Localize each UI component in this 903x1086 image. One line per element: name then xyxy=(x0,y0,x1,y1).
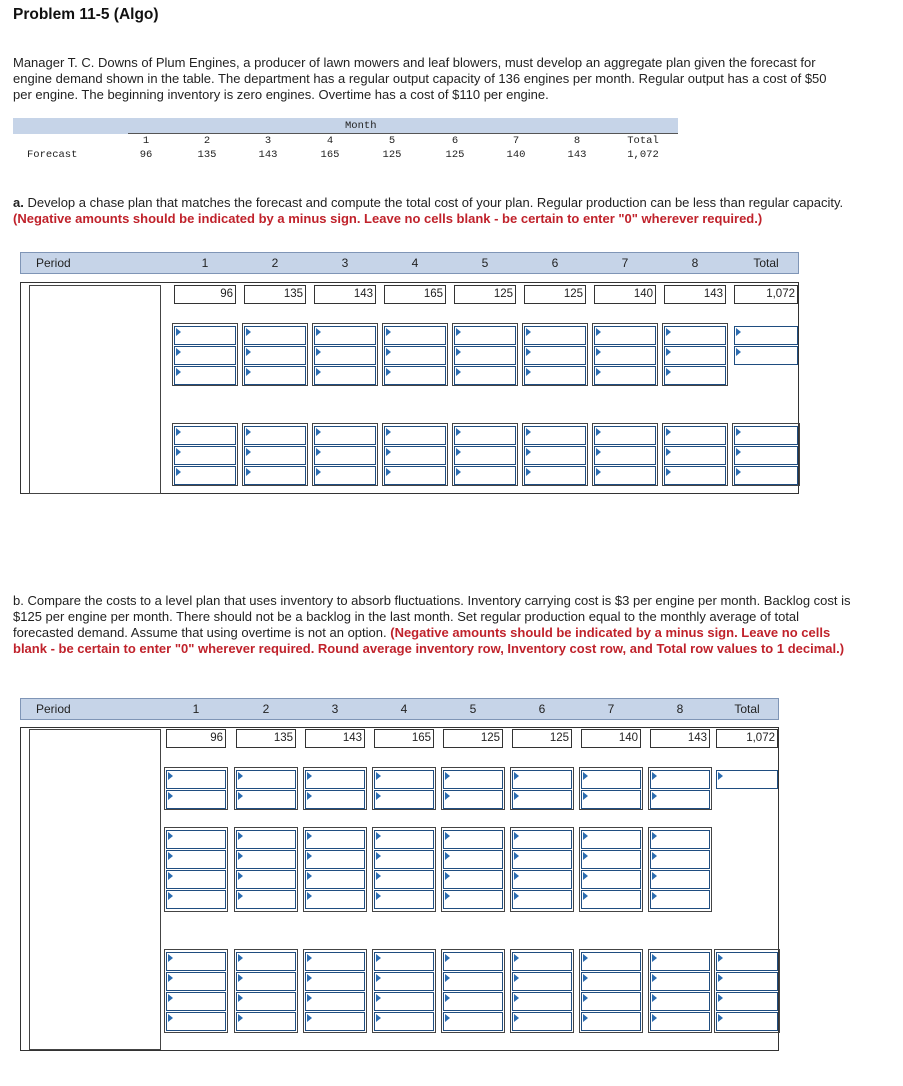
forecast-column-header: 2 xyxy=(203,135,211,147)
input-group-frame xyxy=(242,423,308,486)
input-group-frame xyxy=(714,949,780,1033)
forecast-column-header: 5 xyxy=(388,135,396,147)
part-a-instruction: (Negative amounts should be indicated by a minus sign. Leave no cells blank - be certain to enter "0" wherever required.) xyxy=(13,211,763,226)
input-group-frame xyxy=(372,827,436,912)
period-header: 3 xyxy=(331,702,339,716)
period-header: 4 xyxy=(411,256,419,270)
forecast-cell: 135 xyxy=(244,285,306,304)
forecast-cell: 140 xyxy=(581,729,641,748)
row-label-box xyxy=(29,729,161,1050)
period-header: 3 xyxy=(341,256,349,270)
forecast-value: 1,072 xyxy=(627,149,659,161)
input-group-frame xyxy=(234,827,298,912)
forecast-cell: 125 xyxy=(524,285,586,304)
input-group-frame xyxy=(662,423,728,486)
input-group-frame xyxy=(579,827,643,912)
forecast-column-header: 1 xyxy=(142,135,150,147)
part-b-body: b. Compare the costs to a level plan that uses inventory to absorb fluctuations. Inventory carrying cost is $3 per engine per month. Backlog cost is $125 per engine per month. There should not be a backlog in the last month. Set regular production equal to the monthly average of total forecasted demand. Assume that using overtime is not an option. xyxy=(13,593,851,640)
period-header: 4 xyxy=(400,702,408,716)
period-header: 2 xyxy=(271,256,279,270)
forecast-column-header: Total xyxy=(627,135,659,147)
period-header: 7 xyxy=(621,256,629,270)
input-group-frame xyxy=(164,827,228,912)
period-header: 5 xyxy=(481,256,489,270)
input-group-frame xyxy=(172,323,238,386)
input-group-frame xyxy=(172,423,238,486)
input-group-frame xyxy=(441,949,505,1033)
forecast-value: 165 xyxy=(320,149,340,161)
input-group-frame xyxy=(382,423,448,486)
forecast-cell: 125 xyxy=(454,285,516,304)
input-group-frame xyxy=(441,767,505,810)
period-header: 1 xyxy=(192,702,200,716)
period-header: 8 xyxy=(691,256,699,270)
part-a-body: Develop a chase plan that matches the forecast and compute the total cost of your plan. Regular production can be less than regular capacity. xyxy=(23,195,844,210)
input-group-frame xyxy=(441,827,505,912)
forecast-cell: 143 xyxy=(305,729,365,748)
input-group-frame xyxy=(510,949,574,1033)
forecast-cell: 140 xyxy=(594,285,656,304)
forecast-month-label: Month xyxy=(345,120,377,132)
forecast-column-header: 6 xyxy=(451,135,459,147)
input-group-frame xyxy=(372,767,436,810)
period-header-label: Period xyxy=(36,256,71,270)
forecast-table-divider xyxy=(128,133,678,134)
forecast-value: 125 xyxy=(445,149,465,161)
level-regular-output-total-input[interactable] xyxy=(716,770,778,789)
input-group-frame xyxy=(522,323,588,386)
forecast-total-value: 1,072 xyxy=(716,729,778,748)
input-group-frame xyxy=(234,949,298,1033)
forecast-cell: 96 xyxy=(166,729,226,748)
forecast-cell: 143 xyxy=(314,285,376,304)
input-group-frame xyxy=(303,827,367,912)
input-group-frame xyxy=(372,949,436,1033)
input-group-frame xyxy=(312,423,378,486)
input-group-frame xyxy=(648,827,712,912)
forecast-cell: 143 xyxy=(650,729,710,748)
forecast-value: 140 xyxy=(506,149,526,161)
input-group-frame xyxy=(579,767,643,810)
forecast-cell: 96 xyxy=(174,285,236,304)
input-group-frame xyxy=(234,767,298,810)
total-header: Total xyxy=(734,702,760,716)
input-group-frame xyxy=(592,323,658,386)
part-b-text xyxy=(13,593,863,657)
forecast-column-header: 4 xyxy=(326,135,334,147)
forecast-value: 96 xyxy=(139,149,153,161)
input-group-frame xyxy=(510,827,574,912)
forecast-cell: 135 xyxy=(236,729,296,748)
forecast-column-header: 7 xyxy=(512,135,520,147)
forecast-total-value: 1,072 xyxy=(734,285,798,304)
period-header: 7 xyxy=(607,702,615,716)
input-group-frame xyxy=(452,423,518,486)
forecast-value: 135 xyxy=(197,149,217,161)
input-group-frame xyxy=(662,323,728,386)
forecast-row-label: Forecast xyxy=(27,149,78,161)
input-group-frame xyxy=(164,949,228,1033)
forecast-cell: 125 xyxy=(512,729,572,748)
forecast-column-header: 8 xyxy=(573,135,581,147)
period-header: 1 xyxy=(201,256,209,270)
chase-regular-output-total-input[interactable] xyxy=(734,326,798,345)
part-b-instruction: (Negative amounts should be indicated by a minus sign. Leave no cells blank - be certain to enter "0" wherever required. Round average inventory row, Inventory cost row, and Total row values to 1 decimal.) xyxy=(13,625,845,656)
input-group-frame xyxy=(242,323,308,386)
problem-title: Problem 11-5 (Algo) xyxy=(13,6,159,23)
period-header: 2 xyxy=(262,702,270,716)
input-group-frame xyxy=(592,423,658,486)
forecast-cell: 125 xyxy=(443,729,503,748)
input-group-frame xyxy=(164,767,228,810)
input-group-frame xyxy=(312,323,378,386)
forecast-column-header: 3 xyxy=(264,135,272,147)
forecast-cell: 165 xyxy=(384,285,446,304)
input-group-frame xyxy=(648,949,712,1033)
input-group-frame xyxy=(510,767,574,810)
input-group-frame xyxy=(522,423,588,486)
period-header: 5 xyxy=(469,702,477,716)
problem-intro: Manager T. C. Downs of Plum Engines, a producer of lawn mowers and leaf blowers, must develop an aggregate plan given the forecast for engine demand shown in the table. The department has a regular output capacity of 136 engines per month. Regular output has a cost of $50 per engine. The beginning inventory is zero engines. Overtime has a cost of $110 per engine. xyxy=(13,55,827,102)
input-group-frame xyxy=(303,767,367,810)
period-header: 6 xyxy=(538,702,546,716)
input-group-frame xyxy=(303,949,367,1033)
period-header: 6 xyxy=(551,256,559,270)
forecast-value: 125 xyxy=(382,149,402,161)
row-label-box xyxy=(29,285,161,494)
total-header: Total xyxy=(753,256,779,270)
part-a-text: a. Develop a chase plan that matches the forecast and compute the total cost of your plan. Regular production can be less than regular capacity. (Negative amounts should be indicated by a minus sign. Leave no cells blank - be certain to enter "0" wherever required.) xyxy=(13,195,844,226)
period-header: 8 xyxy=(676,702,684,716)
input-group-frame xyxy=(732,423,800,486)
input-group-frame xyxy=(382,323,448,386)
forecast-cell: 143 xyxy=(664,285,726,304)
input-group-frame xyxy=(452,323,518,386)
forecast-value: 143 xyxy=(567,149,587,161)
chase-overtime-output-total-input[interactable] xyxy=(734,346,798,365)
forecast-value: 143 xyxy=(258,149,278,161)
input-group-frame xyxy=(648,767,712,810)
period-header-label: Period xyxy=(36,702,71,716)
forecast-cell: 165 xyxy=(374,729,434,748)
input-group-frame xyxy=(579,949,643,1033)
